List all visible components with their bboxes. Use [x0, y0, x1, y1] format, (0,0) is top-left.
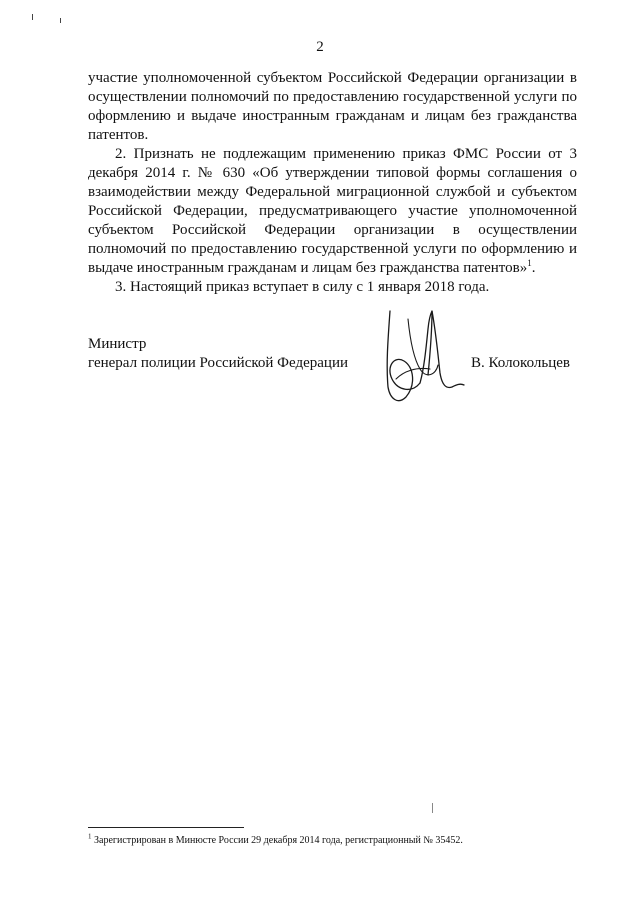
footnote-text: Зарегистрирован в Минюсте России 29 декабря 2014 года, регистрационный № 35452.: [94, 835, 463, 846]
paragraph-2: [88, 145, 577, 278]
role-line-2: генерал полиции Российской Федерации: [88, 355, 349, 371]
footnote: [88, 834, 578, 847]
scan-speck: [32, 14, 33, 20]
document-body: [88, 69, 577, 297]
scan-mark: [432, 803, 433, 813]
paragraph-2-text: 2. Признать не подлежащим применению приказ ФМС России от 3 декабря 2014 г. № 630 «Об утверждении типовой формы соглашения о взаимодействии между Федеральной миграционной службой и субъектом Российской Федерации, предусматривающего участие уполномоченной субъектом Российской Федерации организации в осуществлении полномочий по предоставлению государственной услуги по оформлению и выдаче иностранным гражданам и лицам без гражданства патентов»: [88, 146, 577, 276]
signer-role: [88, 335, 348, 373]
paragraph-1: участие уполномоченной субъектом Российской Федерации организации в осуществлении полномочий по предоставлению государственной услуги по оформлению и выдаче иностранным гражданам и лицам без гражданства патентов.: [88, 70, 577, 143]
handwritten-signature: [368, 309, 468, 409]
paragraph-2-tail: .: [531, 260, 536, 276]
footnote-number: 1: [88, 832, 92, 841]
signer-name: В. Колокольцев: [471, 355, 570, 371]
paragraph-3: 3. Настоящий приказ вступает в силу с 1 января 2018 года.: [115, 279, 490, 295]
scan-speck: [60, 18, 61, 23]
role-line-1: Министр: [88, 336, 147, 352]
signature-block: [88, 335, 577, 395]
footnote-marker: 1: [527, 258, 532, 268]
page-number: 2: [316, 39, 324, 55]
footnote-separator: [88, 827, 244, 828]
